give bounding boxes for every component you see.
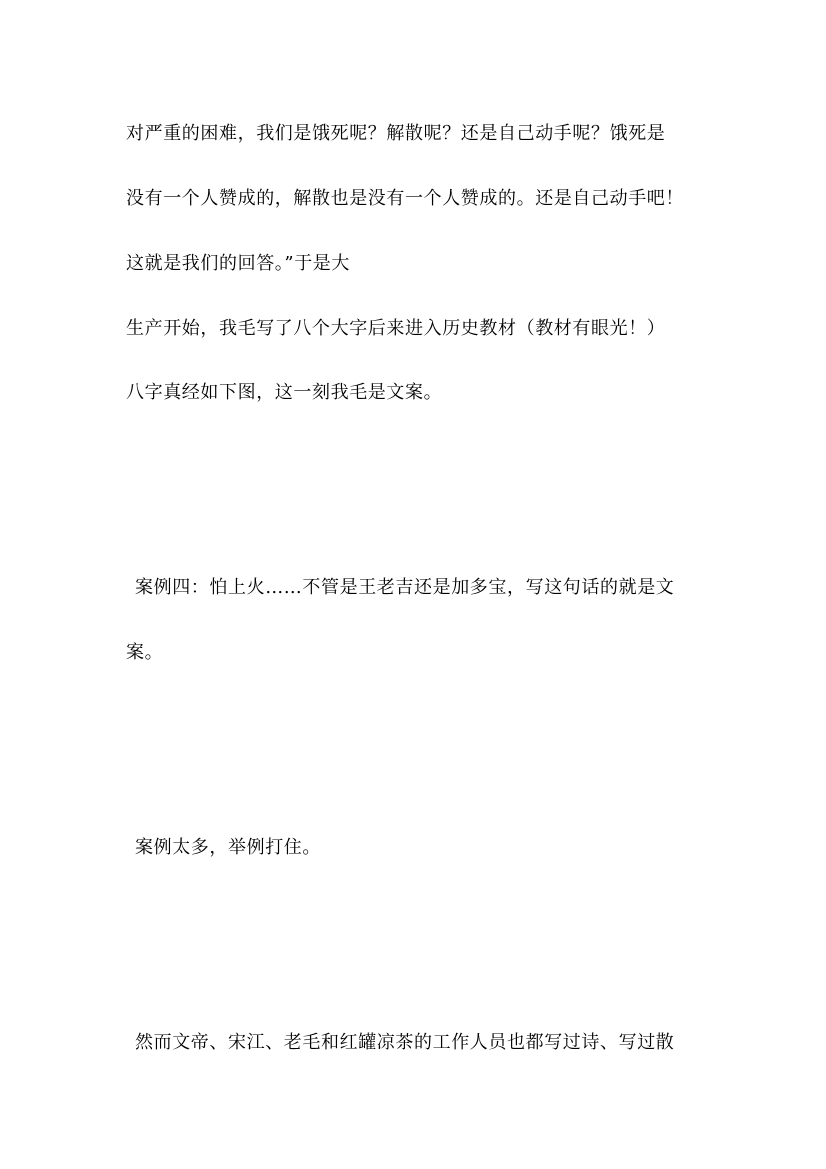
paragraph-line: 没有一个人赞成的，解散也是没有一个人赞成的。还是自己动手吧！ (126, 188, 684, 209)
paragraph-line: 然而文帝、宋江、老毛和红罐凉茶的工作人员也都写过诗、写过散 (135, 1032, 675, 1053)
case-four-continuation: 案。 (126, 642, 164, 663)
paragraph-line: 对严重的困难，我们是饿死呢？解散呢？还是自己动手呢？饿死是 (126, 123, 666, 144)
paragraph-line: 这就是我们的回答。”于是大 (126, 253, 351, 274)
paragraph-line: 生产开始，我毛写了八个大字后来进入历史教材（教材有眼光！） (126, 318, 666, 339)
paragraph-line: 八字真经如下图，这一刻我毛是文案。 (126, 382, 443, 403)
closing-cases-line: 案例太多，举例打住。 (135, 837, 321, 858)
case-four-line: 案例四：怕上火……不管是王老吉还是加多宝，写这句话的就是文 (135, 577, 675, 598)
